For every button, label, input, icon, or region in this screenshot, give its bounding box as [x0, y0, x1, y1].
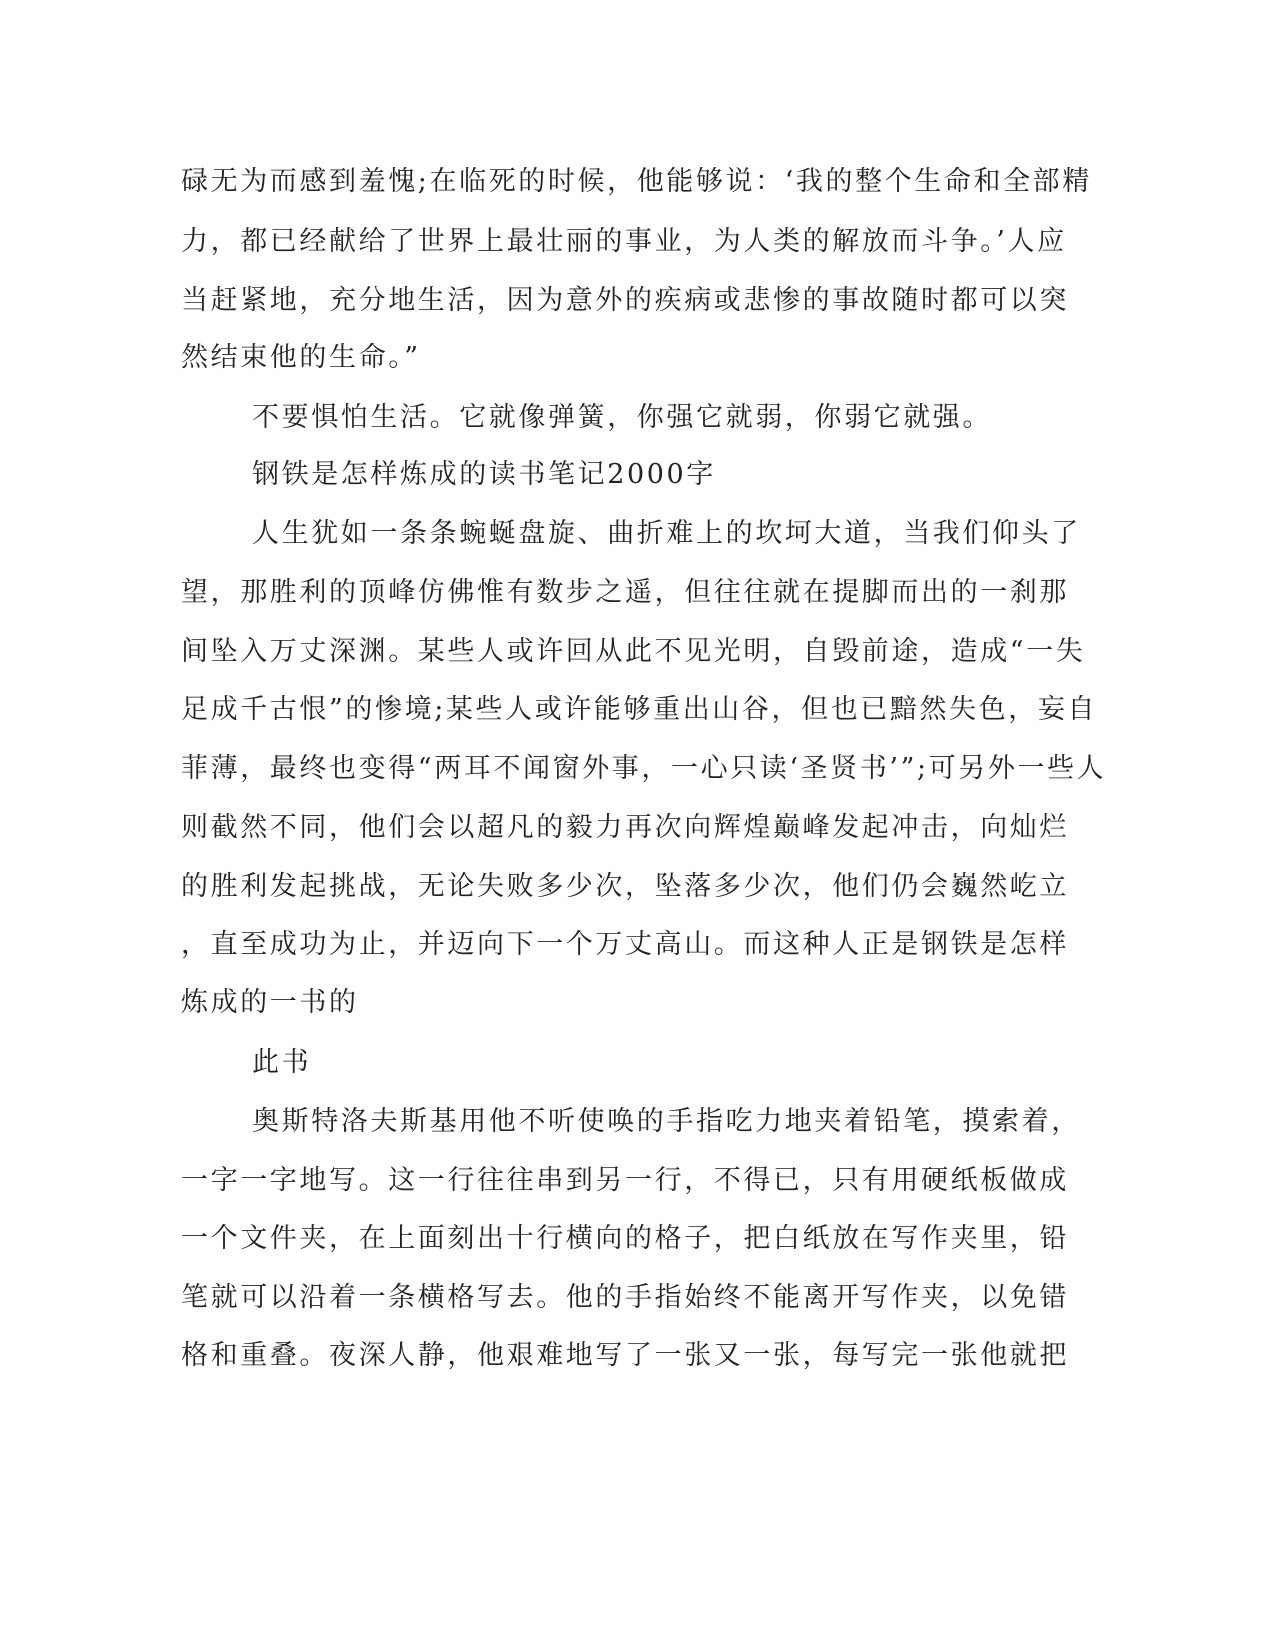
text-line: 力，都已经献给了世界上最壮丽的事业，为人类的解放而斗争。’人应	[181, 226, 1067, 257]
text-line: 则截然不同，他们会以超凡的毅力再次向辉煌巅峰发起冲击，向灿烂	[181, 812, 1069, 843]
text-line: ，直至成功为止，并迈向下一个万丈高山。而这种人正是钢铁是怎样	[181, 929, 1069, 960]
text-line: 的胜利发起挑战，无论失败多少次，坠落多少次，他们仍会巍然屹立	[181, 871, 1069, 902]
text-line: 格和重叠。夜深人静，他艰难地写了一张又一张，每写完一张他就把	[181, 1340, 1069, 1371]
text-line: 菲薄，最终也变得“两耳不闻窗外事，一心只读‘圣贤书’”;可另外一些人	[181, 753, 1107, 784]
text-line: 一字一字地写。这一行往往串到另一行，不得已，只有用硬纸板做成	[181, 1165, 1069, 1196]
text-line: 笔就可以沿着一条横格写去。他的手指始终不能离开写作夹，以免错	[181, 1282, 1069, 1313]
text-line: 碌无为而感到羞愧;在临死的时候，他能够说：‘我的整个生命和全部精	[181, 166, 1092, 197]
text-line: 然结束他的生命。”	[181, 342, 421, 373]
text-line: 此书	[252, 1047, 312, 1078]
section-heading: 钢铁是怎样炼成的读书笔记2000字	[252, 459, 716, 490]
text-line: 足成千古恨”的惨境;某些人或许能够重出山谷，但也已黯然失色，妄自	[181, 694, 1098, 725]
text-line: 奥斯特洛夫斯基用他不听使唤的手指吃力地夹着铅笔，摸索着，	[252, 1106, 1081, 1137]
text-line: 一个文件夹，在上面刻出十行横向的格子，把白纸放在写作夹里，铅	[181, 1223, 1069, 1254]
text-line: 望，那胜利的顶峰仿佛惟有数步之遥，但往往就在提脚而出的一刹那	[181, 577, 1069, 608]
text-line: 炼成的一书的	[181, 987, 359, 1018]
text-line: 不要惧怕生活。它就像弹簧，你强它就弱，你弱它就强。	[252, 402, 992, 433]
text-line: 人生犹如一条条蜿蜒盘旋、曲折难上的坎坷大道，当我们仰头了	[252, 518, 1081, 549]
text-line: 间坠入万丈深渊。某些人或许回从此不见光明，自毁前途，造成“一失	[181, 636, 1086, 667]
text-line: 当赶紧地，充分地生活，因为意外的疾病或悲惨的事故随时都可以突	[181, 285, 1069, 316]
